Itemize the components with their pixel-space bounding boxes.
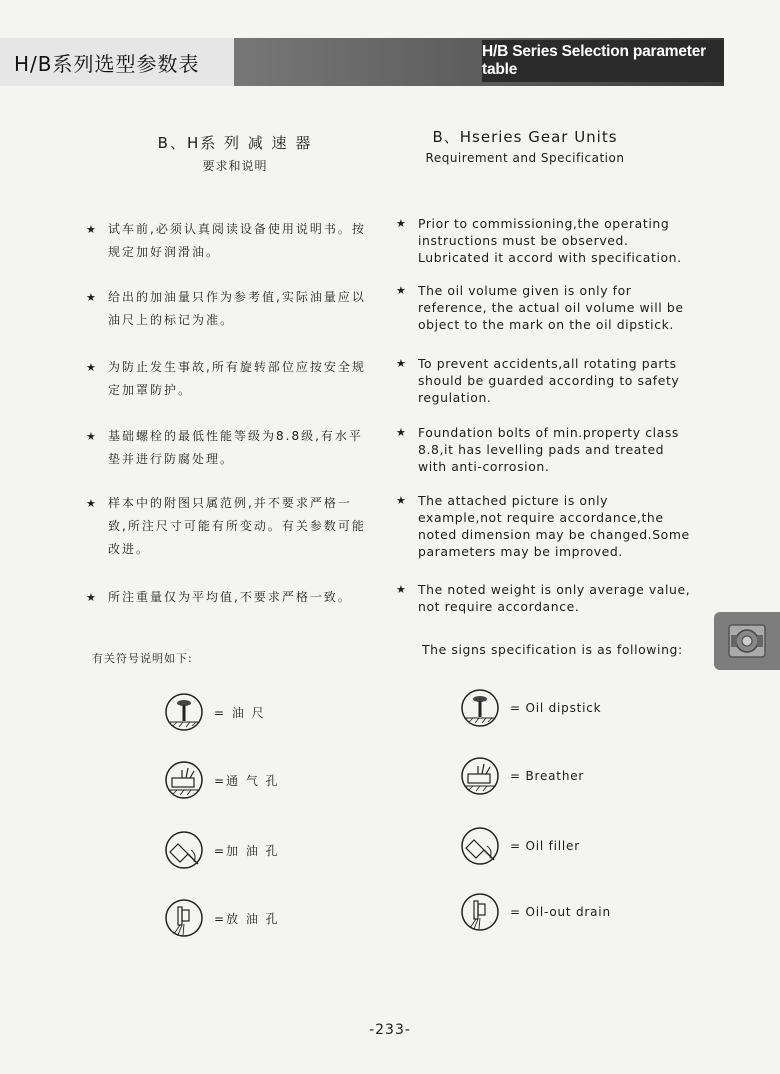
header-right-title: H/B Series Selection parameter table <box>482 43 707 78</box>
en-subtitle: Requirement and Specification <box>425 151 625 165</box>
gear-unit-icon <box>725 619 769 663</box>
cn-item-text: 为防止发生事故,所有旋转部位应按安全规定加罩防护。 <box>108 360 366 397</box>
oil-drain-icon <box>460 892 500 932</box>
en-sign-oil-drain <box>460 892 611 932</box>
breather-icon <box>164 760 204 800</box>
cn-sign-label: =放 油 孔 <box>214 911 280 926</box>
en-sign-oil-filler <box>460 826 580 866</box>
header-left-title: H/B系列选型参数表 <box>14 51 200 76</box>
cn-item-text: 基础螺栓的最低性能等级为8.8级,有水平垫并进行防腐处理。 <box>108 429 363 466</box>
cn-item-text: 所注重量仅为平均值,不要求严格一致。 <box>108 590 352 604</box>
cn-sign-oil-drain <box>164 898 280 938</box>
star-icon: ★ <box>86 223 96 236</box>
cn-sign-label: =加 油 孔 <box>214 843 280 858</box>
en-item-text: The oil volume given is only for reference, the actual oil volume will be object to the mark on the oil dipstick. <box>418 283 684 332</box>
star-icon: ★ <box>86 591 96 604</box>
en-signs-intro: The signs specification is as following: <box>422 642 683 657</box>
en-title: B、Hseries Gear Units <box>432 128 618 146</box>
star-icon: ★ <box>86 497 96 510</box>
en-item-3 <box>396 355 696 406</box>
star-icon: ★ <box>396 357 407 370</box>
star-icon: ★ <box>396 284 407 297</box>
cn-title: B、H系 列 减 速 器 <box>157 134 313 152</box>
cn-item-text: 试车前,必须认真阅读设备使用说明书。按规定加好润滑油。 <box>108 222 366 259</box>
side-tab <box>714 612 780 670</box>
star-icon: ★ <box>86 361 96 374</box>
en-sign-breather <box>460 756 584 796</box>
cn-sign-oil-filler <box>164 830 280 870</box>
en-item-text: Foundation bolts of min.property class 8.8,it has levelling pads and treated with anti-corrosion. <box>418 425 679 474</box>
en-item-5 <box>396 492 696 560</box>
cn-item-2 <box>86 286 370 332</box>
header-left-panel <box>0 38 234 86</box>
cn-sign-label: = 油 尺 <box>214 705 266 720</box>
en-item-text: To prevent accidents,all rotating parts should be guarded according to safety regulation. <box>418 356 680 405</box>
cn-item-text: 给出的加油量只作为参考值,实际油量应以油尺上的标记为准。 <box>108 290 366 327</box>
en-item-4 <box>396 424 696 475</box>
cn-item-text: 样本中的附图只属范例,并不要求严格一致,所注尺寸可能有所变动。有关参数可能改进。 <box>108 496 366 556</box>
star-icon: ★ <box>396 217 407 230</box>
cn-sign-breather <box>164 760 280 800</box>
en-item-6 <box>396 581 706 615</box>
cn-sign-oil-dipstick <box>164 692 266 732</box>
star-icon: ★ <box>396 426 407 439</box>
oil-dipstick-icon <box>460 688 500 728</box>
star-icon: ★ <box>86 430 96 443</box>
cn-item-5 <box>86 492 370 561</box>
star-icon: ★ <box>396 583 407 596</box>
en-sign-label: = Oil filler <box>510 839 580 853</box>
header-right-panel <box>482 40 724 82</box>
cn-signs-intro: 有关符号说明如下: <box>92 652 193 665</box>
en-item-text: The noted weight is only average value, not require accordance. <box>418 582 691 614</box>
cn-subtitle: 要求和说明 <box>202 159 268 173</box>
en-sign-oil-dipstick <box>460 688 601 728</box>
page-number: -233- <box>369 1022 411 1038</box>
cn-item-1 <box>86 218 370 264</box>
star-icon: ★ <box>86 291 96 304</box>
oil-filler-icon <box>460 826 500 866</box>
oil-dipstick-icon <box>164 692 204 732</box>
cn-item-4 <box>86 425 370 471</box>
cn-sign-label: =通 气 孔 <box>214 773 280 788</box>
breather-icon <box>460 756 500 796</box>
oil-drain-icon <box>164 898 204 938</box>
en-item-2 <box>396 282 696 333</box>
en-sign-label: = Breather <box>510 769 585 783</box>
en-item-text: Prior to commissioning,the operating instructions must be observed. Lubricated it accord with specification. <box>418 216 682 265</box>
cn-item-3 <box>86 356 370 402</box>
en-sign-label: = Oil dipstick <box>510 701 602 715</box>
star-icon: ★ <box>396 494 407 507</box>
en-item-1 <box>396 215 696 266</box>
en-sign-label: = Oil-out drain <box>510 905 611 919</box>
cn-item-6 <box>86 586 386 609</box>
oil-filler-icon <box>164 830 204 870</box>
en-item-text: The attached picture is only example,not require accordance,the noted dimension may be changed.Some parameters may be improved. <box>418 493 690 559</box>
